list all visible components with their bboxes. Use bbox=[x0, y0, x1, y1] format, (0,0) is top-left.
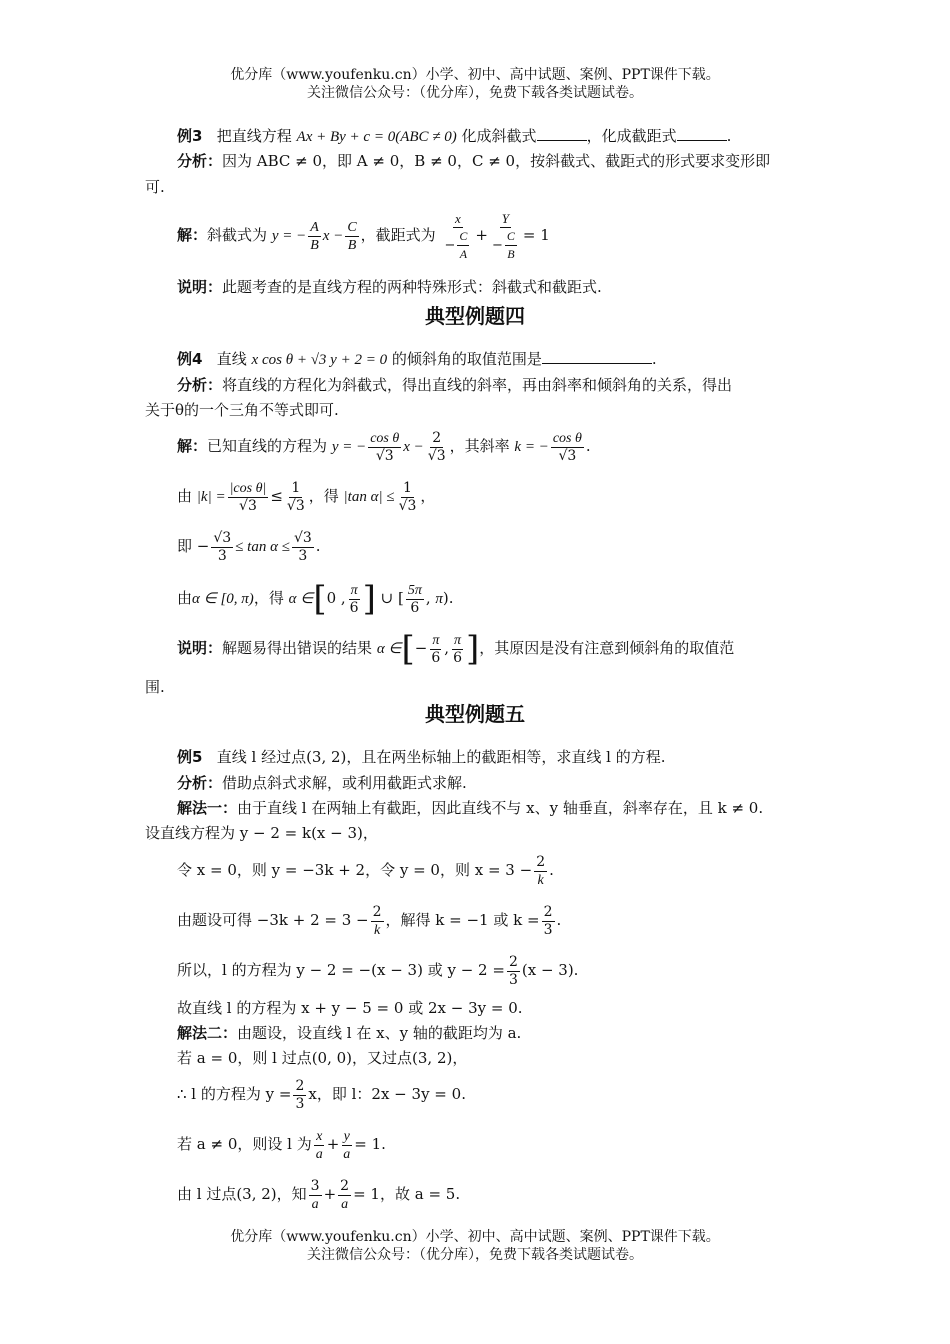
ex4-q1: 直线 bbox=[216, 350, 247, 368]
ex4-step-4-range: α ∈ [0, π) bbox=[192, 591, 254, 607]
ex4-analysis bbox=[177, 374, 732, 396]
ex3-analysis-cont: 可. bbox=[145, 178, 165, 196]
ex4-q3: . bbox=[651, 350, 657, 368]
ex5-method-2-case-1-result: ∴ l 的方程为 y = $\frac{2}{3}$ x，即 l：2x − 3y = 0. bbox=[177, 1077, 466, 1112]
ex5-method-1-result: 故直线 l 的方程为 x + y − 5 = 0 或 2x − 3y = 0. bbox=[177, 999, 523, 1017]
ex5-method-1-setup: 设直线方程为 y − 2 = k(x − 3)， bbox=[145, 824, 378, 842]
ex3-q4: . bbox=[726, 127, 732, 145]
ex5-case-2-text-b: = 1. bbox=[354, 1135, 386, 1153]
ex5-analysis-label: 分析： bbox=[177, 774, 223, 792]
ex4-solution-label: 解： bbox=[177, 437, 208, 455]
ex5-question-text: 直线 l 经过点(3, 2)，且在两坐标轴上的截距相等，求直线 l 的方程. bbox=[216, 748, 666, 766]
ex3-note-label: 说明： bbox=[177, 278, 223, 296]
ex4-note-label: 说明： bbox=[177, 639, 223, 657]
ex3-equation: Ax + By + c = 0(ABC ≠ 0) bbox=[296, 129, 457, 145]
ex5-method-2 bbox=[177, 1022, 521, 1044]
page-footer bbox=[0, 1228, 950, 1264]
ex5-method-1-step-1: 令 x = 0，则 y = −3k + 2，令 y = 0，则 x = 3 − $\frac{2}{k}$ . bbox=[177, 853, 554, 888]
ex3-solution-label: 解： bbox=[177, 226, 208, 244]
ex4-label: 例4 bbox=[177, 350, 203, 368]
ex5-step-3-text-a: 所以，l 的方程为 y − 2 = −(x − 3) 或 y − 2 = bbox=[177, 961, 505, 979]
ex3-analysis-text: 因为 ABC ≠ 0，即 A ≠ 0，B ≠ 0，C ≠ 0，按斜截式、截距式的形式要求变形即 bbox=[222, 152, 771, 170]
ex5-method-2-case-1: 若 a = 0，则 l 过点(0, 0)，又过点(3, 2)， bbox=[177, 1049, 468, 1067]
ex5-label: 例5 bbox=[177, 748, 203, 766]
ex4-note-text-a: 解题易得出错误的结果 bbox=[222, 639, 373, 657]
ex5-method-2-case-2-result: 由 l 过点(3, 2)，知 $\frac{3}{a}$ + $\frac{2}{a}$ = 1，故 a = 5. bbox=[177, 1177, 461, 1212]
ex5-method-1-label: 解法一： bbox=[177, 799, 238, 817]
ex3-q1: 把直线方程 bbox=[216, 127, 292, 145]
ex4-analysis-label: 分析： bbox=[177, 376, 223, 394]
ex5-step-2-text-a: 由题设可得 −3k + 2 = 3 − bbox=[177, 911, 369, 929]
ex4-solution: 解：已知直线的方程为 y = − $\frac{\text{cos θ}}{√3}$ x − $\frac{2}{√3}$ ，其斜率 k = − $\frac{\text{cos θ}}{√3}$ . bbox=[177, 429, 591, 464]
ex3-label: 例3 bbox=[177, 127, 203, 145]
ex5-question bbox=[177, 746, 666, 768]
ex5-case-1-text-a: ∴ l 的方程为 y = bbox=[177, 1085, 292, 1103]
ex4-step-4-text-a: 由 bbox=[177, 589, 193, 607]
page-header bbox=[0, 66, 950, 102]
ex3-note-text: 此题考查的是直线方程的两种特殊形式：斜截式和截距式. bbox=[222, 278, 602, 296]
ex5-method-1 bbox=[177, 797, 763, 819]
ex3-analysis bbox=[177, 150, 770, 172]
ex4-note-cont: 围. bbox=[145, 678, 165, 696]
ex5-case-2-text-a: 若 a ≠ 0，则设 l 为 bbox=[177, 1135, 312, 1153]
ex4-step-2: 由 |k| = $\frac{\text{|cos θ|}}{√3}$ ≤ $\frac{1}{√3}$ ，得 |tan α| ≤ $\frac{1}{√3}$ ， bbox=[177, 479, 436, 514]
ex5-step-2-text-b: ，解得 k = −1 或 k = bbox=[385, 911, 540, 929]
header-line-2: 关注微信公众号：（优分库），免费下载各类试题试卷。 bbox=[307, 85, 643, 101]
ex3-q2: 化成斜截式 bbox=[461, 127, 537, 145]
ex4-step-3-text: 即 bbox=[177, 537, 193, 555]
ex4-equation: x cos θ + √3 y + 2 = 0 bbox=[251, 352, 388, 368]
ex5-step-3-text-b: (x − 3). bbox=[521, 961, 579, 979]
ex4-solution-text-a: 已知直线的方程为 bbox=[207, 437, 328, 455]
ex4-step-2-text-a: 由 bbox=[177, 487, 193, 505]
ex5-case-2-result-text-a: 由 l 过点(3, 2)，知 bbox=[177, 1185, 307, 1203]
ex4-q2: 的倾斜角的取值范围是 bbox=[391, 350, 542, 368]
ex4-step-4: 由α ∈ [0, π)，得 α ∈[0 , $\frac{\pi}{6}$ ] ∪ [ $\frac{5\pi}{6}$ , π). bbox=[177, 579, 454, 619]
ex4-step-2-text-b: ，得 bbox=[308, 487, 339, 505]
ex5-method-2-label: 解法二： bbox=[177, 1024, 238, 1042]
ex3-blank-1[interactable] bbox=[537, 126, 587, 141]
ex4-analysis-text: 将直线的方程化为斜截式，得出直线的斜率，再由斜率和倾斜角的关系，得出 bbox=[222, 376, 733, 394]
section-title-4: 典型例题四 bbox=[425, 304, 525, 328]
ex5-case-2-result-text-b: = 1，故 a = 5. bbox=[353, 1185, 461, 1203]
ex4-step-3: 即 − $\frac{√3}{3}$ ≤ tan α ≤ $\frac{√3}{3}$ . bbox=[177, 529, 321, 564]
ex5-analysis-text: 借助点斜式求解，或利用截距式求解. bbox=[222, 774, 467, 792]
ex4-question bbox=[177, 348, 657, 371]
ex5-method-2-text: 由题设，设直线 l 在 x、y 轴的截距均为 a. bbox=[237, 1024, 522, 1042]
ex3-analysis-label: 分析： bbox=[177, 152, 223, 170]
ex3-solution: 解：斜截式为 y = − $\frac{A}{B}$ x − $\frac{C}{B}$ ，截距式为 x − $\frac{C}{A}$ + Y − $\frac{C}{B}$ = 1 bbox=[177, 210, 550, 261]
ex5-method-1-step-3: 所以，l 的方程为 y − 2 = −(x − 3) 或 y − 2 = $\frac{2}{3}$ (x − 3). bbox=[177, 953, 579, 988]
ex4-solution-text-b: ，其斜率 bbox=[449, 437, 510, 455]
ex5-analysis bbox=[177, 772, 467, 794]
header-line-1: 优分库（www.youfenku.cn）小学、初中、高中试题、案例、PPT课件下载。 bbox=[230, 67, 720, 83]
ex3-solution-text-b: ，截距式为 bbox=[360, 226, 436, 244]
ex4-note: 说明：解题易得出错误的结果 α ∈[− $\frac{\pi}{6}$ , $\frac{\pi}{6}$ ]，其原因是没有注意到倾斜角的取值范 bbox=[177, 629, 735, 669]
footer-line-2: 关注微信公众号：（优分库），免费下载各类试题试卷。 bbox=[307, 1247, 643, 1263]
section-title-5: 典型例题五 bbox=[425, 702, 525, 726]
ex4-note-text-b: ，其原因是没有注意到倾斜角的取值范 bbox=[479, 639, 735, 657]
ex3-solution-text-a: 斜截式为 bbox=[207, 226, 268, 244]
ex3-blank-2[interactable] bbox=[677, 126, 727, 141]
ex3-q3: ，化成截距式 bbox=[586, 127, 677, 145]
ex5-method-1-text: 由于直线 l 在两轴上有截距，因此直线不与 x、y 轴垂直，斜率存在，且 k ≠ 0. bbox=[237, 799, 764, 817]
ex3-question bbox=[177, 125, 731, 148]
ex4-analysis-cont: 关于θ的一个三角不等式即可. bbox=[145, 401, 339, 419]
ex3-note bbox=[177, 276, 602, 298]
ex4-step-4-text-c: ，得 bbox=[253, 589, 284, 607]
ex5-method-1-step-2: 由题设可得 −3k + 2 = 3 − $\frac{2}{k}$ ，解得 k = −1 或 k = $\frac{2}{3}$ . bbox=[177, 903, 562, 938]
ex4-blank[interactable] bbox=[542, 349, 652, 364]
ex5-case-1-text-b: x，即 l：2x − 3y = 0. bbox=[308, 1085, 466, 1103]
ex5-method-2-case-2: 若 a ≠ 0，则设 l 为 $\frac{x}{a}$ + $\frac{y}{a}$ = 1. bbox=[177, 1128, 386, 1162]
footer-line-1: 优分库（www.youfenku.cn）小学、初中、高中试题、案例、PPT课件下载。 bbox=[230, 1229, 720, 1245]
ex5-step-1-text: 令 x = 0，则 y = −3k + 2，令 y = 0，则 x = 3 − bbox=[177, 861, 533, 879]
